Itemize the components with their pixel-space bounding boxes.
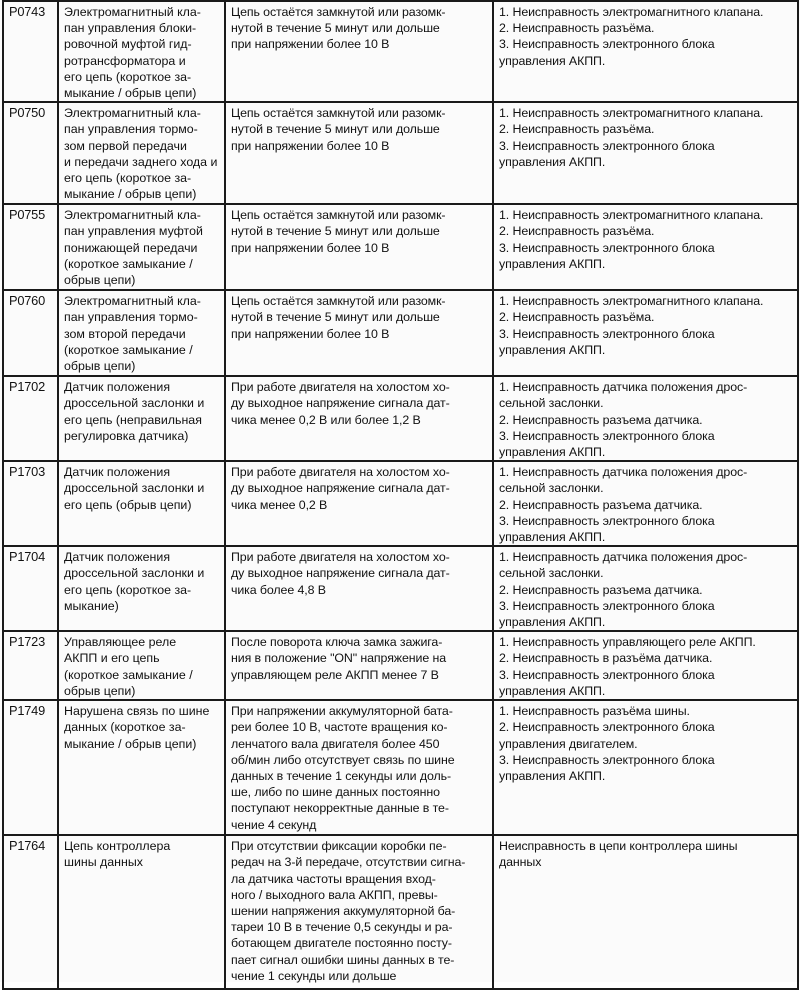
cell-description: Датчик положения дроссельной заслонки и его цепь (обрыв цепи)	[58, 461, 225, 546]
cell-remedies: 1. Неисправность управляющего реле АКПП. 2. Неисправность в разъёма датчика. 3. Неисправность электронного блока управления АКПП.	[493, 631, 798, 700]
cell-condition: При работе двигателя на холостом хо- ду выходное напряжение сигнала дат- чика более 4,8 В	[225, 546, 493, 631]
cell-remedies: 1. Неисправность электромагнитного клапана. 2. Неисправность разъёма. 3. Неисправность электронного блока управления АКПП.	[493, 290, 798, 376]
cell-code: P0750	[3, 102, 58, 204]
cell-condition: После поворота ключа замка зажига- ния в положение "ON" напряжение на управляющем реле АКПП менее 7 В	[225, 631, 493, 700]
cell-code: P0755	[3, 204, 58, 290]
table-row-p1749	[3, 700, 798, 835]
table-row-p1704	[3, 546, 798, 631]
cell-code: P0743	[3, 1, 58, 102]
table-row-p1764	[3, 835, 798, 989]
table-row-p0750	[3, 102, 798, 204]
table-row-p0755	[3, 204, 798, 290]
cell-condition: Цепь остаётся замкнутой или разомк- нутой в течение 5 минут или дольше при напряжении более 10 В	[225, 290, 493, 376]
cell-code: P1703	[3, 461, 58, 546]
cell-condition: Цепь остаётся замкнутой или разомк- нутой в течение 5 минут или дольше при напряжении более 10 В	[225, 102, 493, 204]
cell-remedies: Неисправность в цепи контроллера шины данных	[493, 835, 798, 989]
cell-remedies: 1. Неисправность датчика положения дрос- сельной заслонки. 2. Неисправность разъема датчика. 3. Неисправность электронного блока управления АКПП.	[493, 461, 798, 546]
cell-condition: Цепь остаётся замкнутой или разомк- нутой в течение 5 минут или дольше при напряжении более 10 В	[225, 1, 493, 102]
cell-description: Нарушена связь по шине данных (короткое за- мыкание / обрыв цепи)	[58, 700, 225, 835]
table-row-p0760	[3, 290, 798, 376]
cell-remedies: 1. Неисправность электромагнитного клапана. 2. Неисправность разъёма. 3. Неисправность электронного блока управления АКПП.	[493, 204, 798, 290]
cell-description: Электромагнитный кла- пан управления муфтой понижающей передачи (короткое замыкание / обрыв цепи)	[58, 204, 225, 290]
cell-code: P0760	[3, 290, 58, 376]
cell-remedies: 1. Неисправность электромагнитного клапана. 2. Неисправность разъёма. 3. Неисправность электронного блока управления АКПП.	[493, 102, 798, 204]
cell-condition: При работе двигателя на холостом хо- ду выходное напряжение сигнала дат- чика менее 0,2 В или более 1,2 В	[225, 376, 493, 461]
cell-code: P1749	[3, 700, 58, 835]
cell-code: P1702	[3, 376, 58, 461]
cell-description: Электромагнитный кла- пан управления тормо- зом второй передачи (короткое замыкание / обрыв цепи)	[58, 290, 225, 376]
table-row-p1703	[3, 461, 798, 546]
cell-remedies: 1. Неисправность разъёма шины. 2. Неисправность электронного блока управления двигателем. 3. Неисправность электронного блока управления АКПП.	[493, 700, 798, 835]
cell-remedies: 1. Неисправность датчика положения дрос- сельной заслонки. 2. Неисправность разъема датчика. 3. Неисправность электронного блока управления АКПП.	[493, 376, 798, 461]
cell-description: Электромагнитный кла- пан управления блоки- ровочной муфтой гид- ротрансформатора и его цепь (короткое за- мыкание / обрыв цепи)	[58, 1, 225, 102]
cell-condition: Цепь остаётся замкнутой или разомк- нутой в течение 5 минут или дольше при напряжении более 10 В	[225, 204, 493, 290]
diagnostic-codes-table	[2, 0, 799, 990]
cell-code: P1764	[3, 835, 58, 989]
cell-description: Датчик положения дроссельной заслонки и его цепь (короткое за- мыкание)	[58, 546, 225, 631]
cell-description: Цепь контроллера шины данных	[58, 835, 225, 989]
table-row-p1723	[3, 631, 798, 700]
cell-condition: При работе двигателя на холостом хо- ду выходное напряжение сигнала дат- чика менее 0,2 В	[225, 461, 493, 546]
cell-remedies: 1. Неисправность электромагнитного клапана. 2. Неисправность разъёма. 3. Неисправность электронного блока управления АКПП.	[493, 1, 798, 102]
cell-code: P1723	[3, 631, 58, 700]
cell-remedies: 1. Неисправность датчика положения дрос- сельной заслонки. 2. Неисправность разъема датчика. 3. Неисправность электронного блока управления АКПП.	[493, 546, 798, 631]
table-row-p1702	[3, 376, 798, 461]
cell-condition: При отсутствии фиксации коробки пе- редач на 3-й передаче, отсутствии сигна- ла датчика частоты вращения вход- ного / выходного вала АКПП, превы- шении напряжения аккумуляторной ба- тареи 10 В в течение 0,5 секунды и ра- ботающем двигателе постоянно посту- пает сигнал ошибки шины данных в те- чение 1 секунды или дольше	[225, 835, 493, 989]
cell-description: Датчик положения дроссельной заслонки и его цепь (неправильная регулировка датчика)	[58, 376, 225, 461]
cell-code: P1704	[3, 546, 58, 631]
cell-condition: При напряжении аккумуляторной бата- реи более 10 В, частоте вращения ко- ленчатого вала двигателя более 450 об/мин либо отсутствует связь по шине данных в течение 1 секунды или доль- ше, либо по шине данных постоянно поступают некорректные данные в те- чение 4 секунд	[225, 700, 493, 835]
table-row-p0743	[3, 1, 798, 102]
cell-description: Электромагнитный кла- пан управления тормо- зом первой передачи и передачи заднего хода и его цепь (короткое за- мыкание / обрыв цепи)	[58, 102, 225, 204]
cell-description: Управляющее реле АКПП и его цепь (короткое замыкание / обрыв цепи)	[58, 631, 225, 700]
